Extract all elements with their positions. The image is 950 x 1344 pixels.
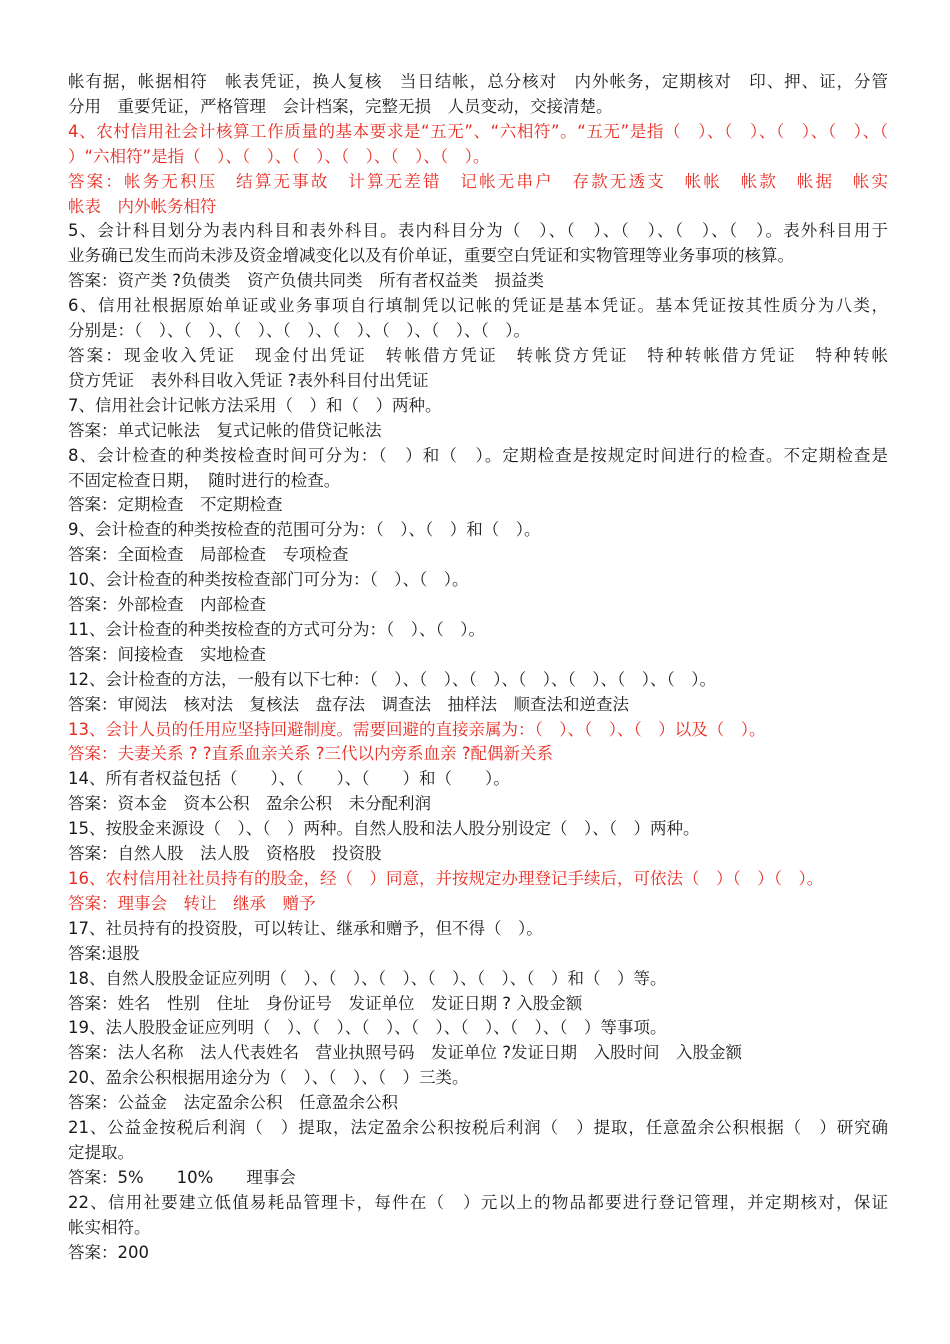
text-line: 22、信用社要建立低值易耗品管理卡，每件在（ ）元以上的物品都要进行登记管理，并定期核对，保证 (68, 1192, 888, 1212)
text-line: 答案：公益金 法定盈余公积 任意盈余公积 (68, 1093, 398, 1113)
text-line: 答案：帐务无积压 结算无事故 计算无差错 记帐无串户 存款无透支 帐帐 帐款 帐据 帐实 (68, 171, 888, 191)
text-line: 16、农村信用社社员持有的股金，经（ ）同意，并按规定办理登记手续后，可依法（ ）（ ）（ ）。 (68, 869, 824, 888)
text-line: 答案：夫妻关系 ? ?直系血亲关系 ?三代以内旁系血亲 ?配偶新关系 (68, 744, 554, 764)
text-line: 答案：外部检查 内部检查 (68, 595, 266, 615)
text-line: 帐有据，帐据相符 帐表凭证，换人复核 当日结帐，总分核对 内外帐务，定期核对 印、押、证，分管 (68, 72, 888, 91)
text-line: 9、会计检查的种类按检查的范围可分为：（ ）、（ ）和（ ）。 (68, 520, 541, 540)
text-line: 业务确已发生而尚未涉及资金增减变化以及有价单证，重要空白凭证和实物管理等业务事项的核算。 (68, 246, 794, 266)
text-line: 帐实相符。 (68, 1217, 151, 1237)
text-line: 14、所有者权益包括（ ）、（ ）、（ ）和（ ）。 (68, 769, 510, 789)
text-line: 答案：理事会 转让 继承 赠予 (68, 893, 316, 913)
text-line: 答案：现金收入凭证 现金付出凭证 转帐借方凭证 转帐贷方凭证 特种转帐借方凭证 特种转帐 (68, 345, 888, 365)
text-line: 不固定检查日期， 随时进行的检查。 (68, 470, 341, 490)
text-line: 答案：资本金 资本公积 盈余公积 未分配利润 (68, 794, 431, 814)
text-line: 15、按股金来源设（ ）、（ ）两种。自然人股和法人股分别设定（ ）、（ ）两种。 (68, 819, 700, 839)
text-line: 分用 重要凭证，严格管理 会计档案，完整无损 人员变动，交接清楚。 (68, 96, 613, 116)
text-line: 4、农村信用社会计核算工作质量的基本要求是“五无”、“六相符”。“五无”是指（ ）、（ ）、（ ）、（ ）、（ (68, 121, 888, 141)
text-line: 定提取。 (68, 1142, 134, 1162)
text-line: 10、会计检查的种类按检查部门可分为：（ ）、（ ）。 (68, 570, 469, 590)
text-line: 答案：法人名称 法人代表姓名 营业执照号码 发证单位 ?发证日期 入股时间 入股金额 (68, 1043, 743, 1063)
text-line: 18、自然人股股金证应列明（ ）、（ ）、（ ）、（ ）、（ ）、（ ）和（ ）等。 (68, 968, 667, 988)
text-line: 答案：间接检查 实地检查 (68, 644, 266, 664)
text-line: 12、会计检查的方法，一般有以下七种：（ ）、（ ）、（ ）、（ ）、（ ）、（ ）、（ ）。 (68, 669, 716, 689)
text-line: 13、会计人员的任用应坚持回避制度。需要回避的直接亲属为：（ ）、（ ）、（ ）以及（ ）。 (68, 719, 766, 739)
text-line: 7、信用社会计记帐方法采用（ ）和（ ）两种。 (68, 395, 442, 415)
text-line: ）“六相符”是指（ ）、（ ）、（ ）、（ ）、（ ）、（ ）。 (68, 146, 490, 166)
text-line: 答案：自然人股 法人股 资格股 投资股 (68, 844, 382, 864)
text-line: 5、会计科目划分为表内科目和表外科目。表内科目分为（ ）、（ ）、（ ）、（ ）、（ ）。表外科目用于 (68, 221, 888, 241)
text-line: 答案：定期检查 不定期检查 (68, 495, 283, 515)
text-line: 答案：200 (68, 1242, 149, 1262)
text-line: 11、会计检查的种类按检查的方式可分为：（ ）、（ ）。 (68, 619, 485, 639)
text-line: 答案：审阅法 核对法 复核法 盘存法 调查法 抽样法 顺查法和逆查法 (68, 694, 629, 714)
text-line: 答案：单式记帐法 复式记帐的借贷记帐法 (68, 420, 382, 440)
text-line: 6、信用社根据原始单证或业务事项自行填制凭以记帐的凭证是基本凭证。基本凭证按其性质分为八类， (68, 296, 888, 316)
text-line: 答案：全面检查 局部检查 专项检查 (68, 545, 349, 565)
text-line: 答案：5% 10% 理事会 (68, 1167, 296, 1187)
document-page (68, 70, 888, 1266)
text-line: 21、公益金按税后利润（ ）提取，法定盈余公积按税后利润（ ）提取，任意盈余公积根据（ ）研究确 (68, 1118, 888, 1138)
text-line: 答案：资产类 ?负债类 资产负债共同类 所有者权益类 损益类 (68, 271, 545, 291)
text-line: 8、会计检查的种类按检查时间可分为：（ ）和（ ）。定期检查是按规定时间进行的检查。不定期检查是 (68, 445, 888, 465)
text-line: 帐表 内外帐务相符 (68, 196, 217, 216)
text-line: 答案：姓名 性别 住址 身份证号 发证单位 发证日期 ? 入股金额 (68, 993, 583, 1013)
text-line: 分别是：（ ）、（ ）、（ ）、（ ）、（ ）、（ ）、（ ）、（ ）。 (68, 321, 530, 341)
text-line: 19、法人股股金证应列明（ ）、（ ）、（ ）、（ ）、（ ）、（ ）、（ ）等事项。 (68, 1018, 667, 1038)
text-line: 17、社员持有的投资股，可以转让、继承和赠予，但不得（ ）。 (68, 918, 543, 938)
text-line: 20、盈余公积根据用途分为（ ）、（ ）、（ ）三类。 (68, 1068, 469, 1088)
text-line: 答案:退股 (68, 943, 140, 963)
text-line: 贷方凭证 表外科目收入凭证 ?表外科目付出凭证 (68, 370, 429, 390)
